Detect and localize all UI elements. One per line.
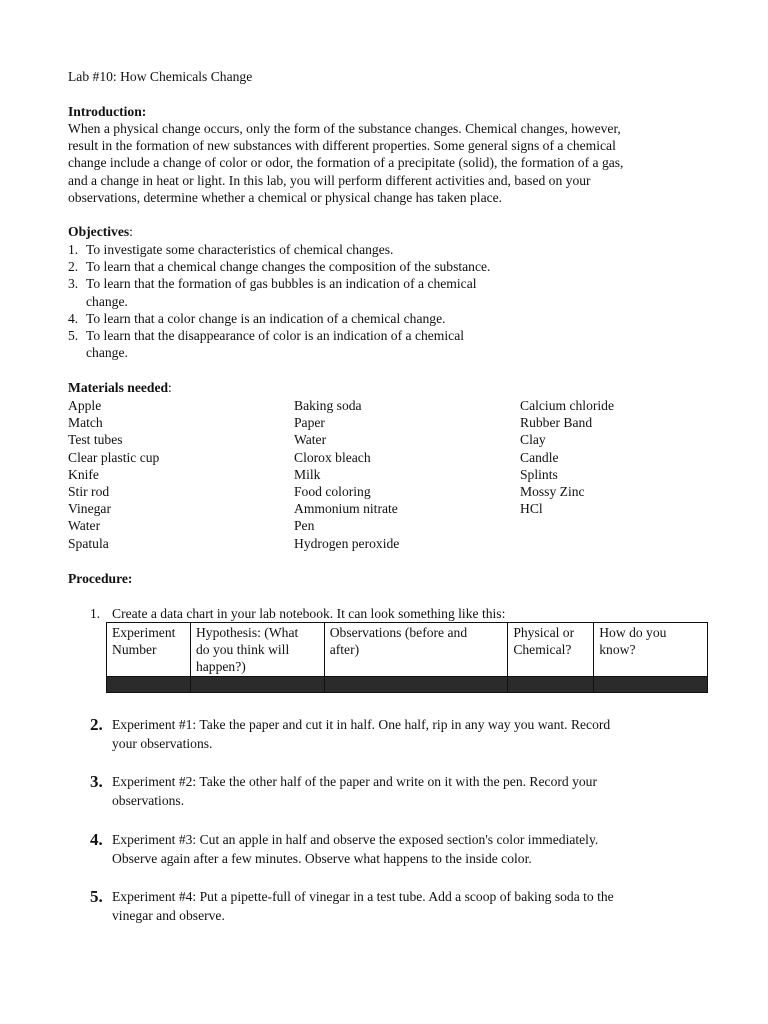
procedure-heading: Procedure:	[68, 571, 133, 586]
introduction-paragraph	[68, 120, 700, 206]
list-item: 5. To learn that the disappearance of color is an indication of a chemical change.	[68, 328, 465, 361]
lab-title: Lab #10: How Chemicals Change	[68, 69, 253, 84]
table-cell	[594, 677, 708, 693]
intro-line: observations, determine whether a chemical or physical change has taken place.	[68, 189, 503, 205]
material-item: Match	[68, 415, 103, 431]
list-item: 3. To learn that the formation of gas bubbles is an indication of a chemical change.	[68, 276, 477, 309]
table-header-cell: Hypothesis: (What do you think will happen?)	[190, 623, 324, 677]
intro-line: result in the formation of new substances with different properties. Some general signs of a chemical	[68, 138, 616, 154]
material-item: Calcium chloride	[520, 398, 614, 413]
materials-column-3	[520, 397, 614, 517]
table-header-row	[107, 623, 708, 677]
table-cell	[190, 677, 324, 693]
material-item: Vinegar	[68, 501, 111, 517]
table-header-cell: How do you know?	[594, 623, 708, 677]
material-item: HCl	[520, 501, 543, 517]
list-item: 4. To learn that a color change is an indication of a chemical change.	[68, 310, 446, 326]
introduction-heading: Introduction:	[68, 104, 147, 119]
objectives-heading: Objectives:	[68, 224, 133, 239]
material-item: Hydrogen peroxide	[294, 535, 400, 551]
material-item: Water	[68, 518, 101, 534]
table-header-cell: Observations (before and after)	[324, 623, 508, 677]
material-item: Rubber Band	[520, 415, 593, 431]
table-row	[107, 677, 708, 693]
procedure-step-1: 1. Create a data chart in your lab notebook. It can look something like this:	[90, 606, 506, 621]
table-cell	[508, 677, 594, 693]
material-item: Spatula	[68, 535, 109, 551]
intro-line: and a change in heat or light. In this lab, you will perform different activities and, based on your	[68, 172, 591, 188]
materials-column-1	[68, 397, 159, 552]
material-item: Stir rod	[68, 484, 110, 500]
material-item: Knife	[68, 466, 99, 482]
procedure-step-3: 3. Experiment #2: Take the other half of the paper and write on it with the pen. Record your observations.	[90, 772, 598, 808]
data-chart-table	[106, 622, 708, 693]
materials-column-2	[294, 397, 399, 552]
table-cell	[324, 677, 508, 693]
material-item: Test tubes	[68, 432, 123, 448]
material-item: Milk	[294, 466, 321, 482]
material-item: Splints	[520, 466, 558, 482]
procedure-step-4: 4. Experiment #3: Cut an apple in half and observe the exposed section's color immediately. Observe again after a few minutes. Observe what happens to the inside color.	[90, 830, 599, 866]
procedure-step-5: 5. Experiment #4: Put a pipette-full of vinegar in a test tube. Add a scoop of baking soda to the vinegar and observe.	[90, 887, 614, 923]
material-item: Ammonium nitrate	[294, 501, 398, 517]
table-header-cell: Experiment Number	[107, 623, 191, 677]
list-item: 2. To learn that a chemical change changes the composition of the substance.	[68, 259, 491, 275]
materials-heading: Materials needed:	[68, 380, 172, 395]
material-item: Pen	[294, 518, 315, 534]
material-item: Food coloring	[294, 484, 371, 500]
list-item: 1. To investigate some characteristics of chemical changes.	[68, 242, 394, 257]
material-item: Apple	[68, 398, 102, 413]
intro-line: When a physical change occurs, only the form of the substance changes. Chemical changes, however,	[68, 121, 621, 136]
procedure-step-2: 2. Experiment #1: Take the paper and cut it in half. One half, rip in any way you want. Record your observations.	[90, 715, 611, 751]
material-item: Candle	[520, 449, 559, 465]
material-item: Mossy Zinc	[520, 484, 585, 500]
intro-line: change include a change of color or odor, the formation of a precipitate (solid), the formation of a gas,	[68, 155, 624, 171]
material-item: Water	[294, 432, 327, 448]
material-item: Clay	[520, 432, 546, 448]
material-item: Clear plastic cup	[68, 449, 160, 465]
table-cell	[107, 677, 191, 693]
material-item: Paper	[294, 415, 325, 431]
objectives-list	[68, 241, 548, 361]
table-header-cell: Physical or Chemical?	[508, 623, 594, 677]
material-item: Baking soda	[294, 398, 362, 413]
material-item: Clorox bleach	[294, 449, 371, 465]
